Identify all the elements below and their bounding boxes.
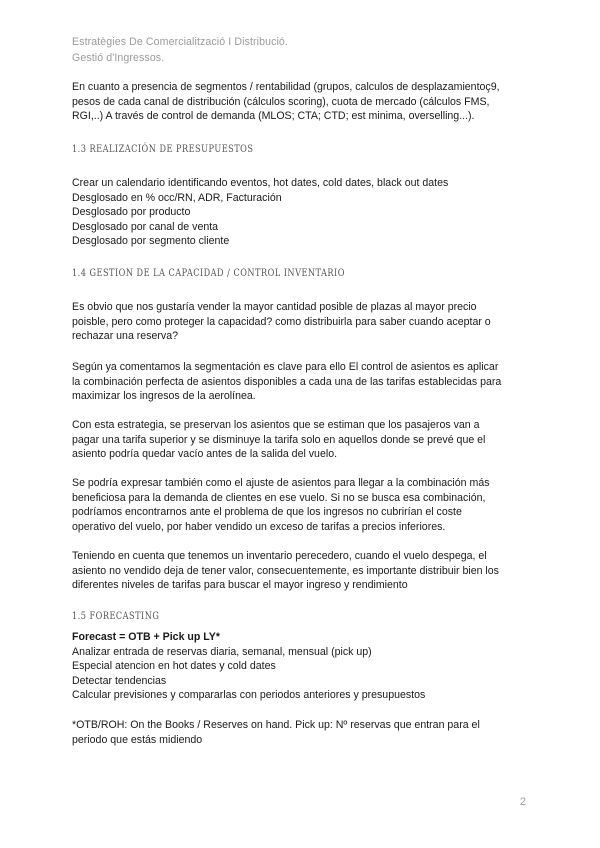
section-heading-1-3: 1.3 REALIZACIÓN DE PRESUPUESTOS [72, 143, 254, 155]
text-line: Es obvio que nos gustaría vender la mayor cantidad posible de plazas al mayor precio [72, 301, 477, 313]
section-heading-1-5: 1.5 FORECASTING [72, 610, 160, 622]
text-line: En cuanto a presencia de segmentos / rentabilidad (grupos, calculos de desplazamientoç9, [72, 81, 500, 93]
section-1-4-paragraph-4 [72, 476, 532, 534]
text-line: Se podría expresar también como el ajuste de asientos para llegar a la combinación más [72, 477, 490, 489]
text-line: rechazar una reserva? [72, 330, 178, 343]
header-course-title: Estratègies De Comercialització I Distribució. [72, 36, 288, 48]
text-line: *OTB/ROH: On the Books / Reserves on hand. Pick up: Nº reservas que entran para el [72, 719, 480, 731]
running-header [72, 34, 288, 66]
section-1-4-paragraph-5 [72, 549, 532, 593]
list-item: Desglosado por producto [72, 206, 191, 219]
list-item: Desglosado en % occ/RN, ADR, Facturación [72, 191, 282, 204]
list-item: Desglosado por segmento cliente [72, 235, 230, 248]
list-item: Crear un calendario identificando eventos, hot dates, cold dates, black out dates [72, 177, 449, 189]
text-line: asiento no vendido deja de tener valor, consecuentemente, es importante distribuir bien los [72, 564, 499, 577]
text-line: asiento podría quedar vacío antes de la salida del vuelo. [72, 448, 338, 461]
list-item: Desglosado por canal de venta [72, 220, 219, 233]
list-item: Detectar tendencias [72, 674, 167, 687]
text-line: operativo del vuelo, por haber vendido un exceso de tarifas a precios inferiores. [72, 520, 446, 533]
text-line: pesos de cada canal de distribución (cálculos scoring), cuota de mercado (cálculos FMS, [72, 95, 490, 108]
text-line: diferentes niveles de tarifas para buscar el mayor ingreso y rendimiento [72, 579, 408, 592]
text-line: maximizar los ingresos de la aerolínea. [72, 390, 256, 403]
section-heading-1-4: 1.4 GESTION DE LA CAPACIDAD / CONTROL INVENTARIO [72, 267, 345, 279]
text-line: RGI,..) A través de control de demanda (MLOS; CTA; CTD; est minima, overselling...). [72, 110, 475, 123]
list-item: Calcular previsiones y compararlas con periodos anteriores y presupuestos [72, 689, 426, 702]
section-1-4-paragraph-2 [72, 360, 532, 404]
intro-paragraph [72, 80, 532, 124]
text-line: podríamos encontrarnos ante el problema de que los ingresos no cubrirían el coste [72, 506, 462, 519]
list-item: Analizar entrada de reservas diaria, semanal, mensual (pick up) [72, 645, 372, 658]
header-subtitle: Gestió d'Ingressos. [72, 52, 165, 64]
footnote [72, 718, 532, 747]
text-line: Según ya comentamos la segmentación es clave para ello El control de asientos es aplicar [72, 361, 499, 373]
text-line: beneficiosa para la demanda de clientes en ese vuelo. Si no se busca esa combinación, [72, 491, 486, 504]
text-line: pagar una tarifa superior y se disminuye la tarifa solo en aquellos donde se prevé que el [72, 433, 486, 446]
section-1-4-paragraph-1 [72, 300, 532, 344]
page-number: 2 [519, 796, 526, 808]
text-line: poisble, pero como proteger la capacidad? como distribuirla para saber cuando aceptar o [72, 315, 491, 328]
text-line: la combinación perfecta de asientos disponibles a cada una de las tarifas establecidas para [72, 375, 502, 388]
text-line: periodo que estás midiendo [72, 733, 203, 746]
section-1-5-list [72, 630, 532, 703]
section-1-4-paragraph-3 [72, 418, 532, 462]
forecast-formula: Forecast = OTB + Pick up LY* [72, 631, 220, 643]
text-line: Con esta estrategia, se preservan los asientos que se estiman que los pasajeros van a [72, 419, 480, 431]
text-line: Teniendo en cuenta que tenemos un inventario perecedero, cuando el vuelo despega, el [72, 550, 487, 562]
list-item: Especial atencion en hot dates y cold dates [72, 660, 276, 673]
section-1-3-list [72, 176, 532, 249]
